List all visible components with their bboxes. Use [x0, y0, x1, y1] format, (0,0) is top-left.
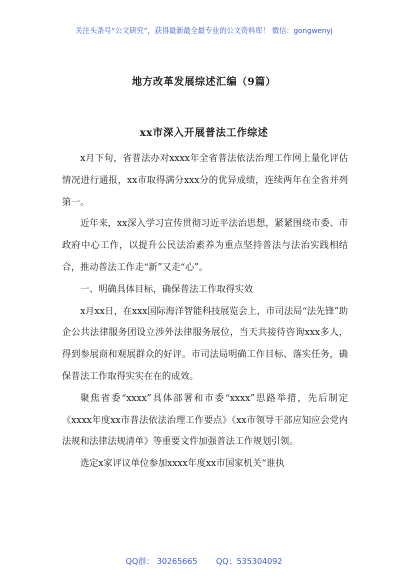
subheading: 一、明确具体目标，确保普法工作取得实效 [80, 284, 253, 295]
footer-contact [0, 556, 408, 567]
paragraph: x月xx日，在xxx国际海洋智能科技展览会上，市司法局“法先锋”助企公共法律服务团设立涉外法律服务展位，当天共接待咨询xxx多人，得到参展商和观展群众的好评。市司法局明确工作目标、落实任务，确保普法工作取得实实在在的成效。 [62, 306, 348, 382]
paragraph: 近年来，xx深入学习宣传贯彻习近平法治思想，紧紧围绕市委、市政府中心工作，以提升公民法治素养为重点坚持普法与法治实践相结合，推动普法工作走“新”又走“心”。 [62, 219, 348, 273]
paragraph: 选定x家评议单位参加xxxx年度xx市国家机关“谁执 [80, 459, 285, 470]
paragraph: 聚焦省委“xxxx”具体部署和市委“xxxx”思路举措，先后制定《xxxx年度xx市普法依法治理工作要点》《xx市领导干部应知应会党内法规和法律法规清单》等重要文件加强普法工作规划引领。 [62, 393, 348, 448]
paragraph: x月下旬，省普法办对xxxx年全省普法依法治理工作网上量化评估情况进行通报，xx市取得满分xxx分的优异成绩，连续两年在全省并列第一。 [62, 154, 348, 208]
section-title: xx市深入开展普法工作综述 [139, 128, 269, 139]
header-notice: 关注头条号“公文研究”，获得最新最全最专业的公文资料库！ 微信：gongwenyj [75, 26, 333, 35]
footer-qq-group: QQ群： 30265665 [125, 557, 198, 566]
document-body [62, 149, 348, 476]
footer-qq: QQ：535304092 [216, 557, 283, 566]
document-title: 地方改革发展综述汇编（9篇） [132, 77, 276, 88]
